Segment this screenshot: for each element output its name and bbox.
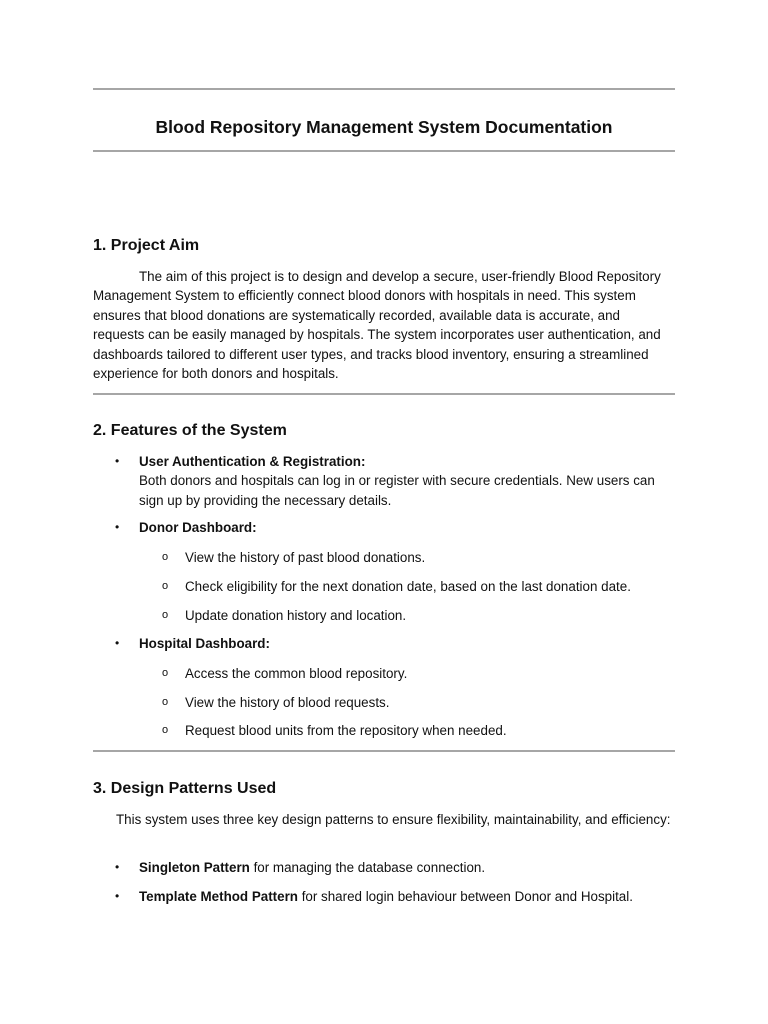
- section-heading-features: 2. Features of the System: [93, 422, 287, 439]
- document-title: Blood Repository Management System Documentation: [155, 117, 613, 137]
- section-divider: [93, 750, 675, 752]
- bullet-icon: •: [115, 454, 120, 468]
- donor-feature-text: Check eligibility for the next donation date, based on the last donation date.: [185, 579, 631, 594]
- bullet-icon: •: [115, 520, 120, 534]
- feature-auth-content: [139, 452, 669, 510]
- hospital-feature-text: View the history of blood requests.: [185, 695, 390, 710]
- section-heading-design-patterns: 3. Design Patterns Used: [93, 780, 277, 797]
- sub-bullet-icon: o: [162, 667, 169, 679]
- sub-bullet-icon: o: [162, 551, 169, 563]
- section-heading-project-aim: 1. Project Aim: [93, 237, 200, 254]
- bullet-icon: •: [115, 889, 120, 903]
- feature-label: Hospital Dashboard:: [139, 636, 270, 651]
- title-top-rule: [93, 88, 675, 90]
- title-bottom-rule: [93, 150, 675, 152]
- sub-bullet-icon: o: [162, 696, 169, 708]
- sub-bullet-icon: o: [162, 580, 169, 592]
- feature-label: Donor Dashboard:: [139, 520, 257, 535]
- project-aim-paragraph: The aim of this project is to design and develop a secure, user-friendly Blood Repository Management System to efficiently connect blood donors with hospitals in need. This system ensures that blood donations are systematically recorded, available data is accurate, and requests can be easily managed by hospitals. The system incorporates user authentication, and dashboards tailored to different user types, and tracks blood inventory, ensuring a streamlined experience for both donors and hospitals.: [93, 269, 661, 382]
- pattern-description: for shared login behaviour between Donor and Hospital.: [297, 889, 633, 904]
- pattern-name: Singleton Pattern: [139, 860, 250, 875]
- hospital-feature-text: Access the common blood repository.: [185, 666, 408, 681]
- feature-description: Both donors and hospitals can log in or register with secure credentials. New users can sign up by providing the necessary details.: [139, 473, 655, 508]
- pattern-description: for managing the database connection.: [249, 860, 486, 875]
- sub-bullet-icon: o: [162, 609, 169, 621]
- donor-feature-text: Update donation history and location.: [185, 608, 407, 623]
- donor-feature-text: View the history of past blood donations.: [185, 550, 426, 565]
- feature-label: User Authentication & Registration:: [139, 454, 366, 469]
- sub-bullet-icon: o: [162, 724, 169, 736]
- pattern-name: Template Method Pattern: [139, 889, 298, 904]
- hospital-feature-text: Request blood units from the repository when needed.: [185, 723, 507, 738]
- section-divider: [93, 393, 675, 395]
- bullet-icon: •: [115, 860, 120, 874]
- design-patterns-intro: This system uses three key design patterns to ensure flexibility, maintainability, and efficiency:: [116, 812, 671, 827]
- bullet-icon: •: [115, 636, 120, 650]
